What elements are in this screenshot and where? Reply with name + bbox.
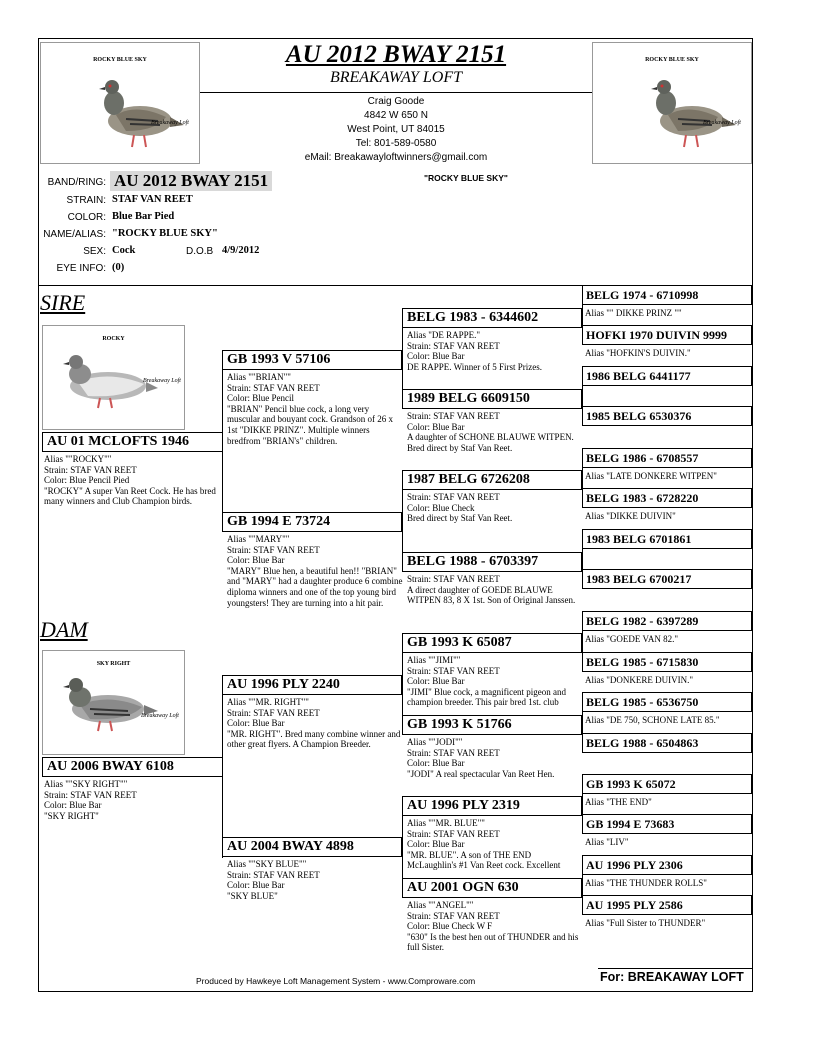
gen4-band: AU 1996 PLY 2306 bbox=[586, 858, 683, 872]
gen4-band: 1986 BELG 6441177 bbox=[586, 369, 691, 383]
pigeon-icon bbox=[648, 75, 738, 155]
name-value: "ROCKY BLUE SKY" bbox=[112, 228, 218, 239]
footer-for: For: BREAKAWAY LOFT bbox=[600, 970, 744, 984]
gen2-sd-info bbox=[227, 534, 403, 608]
sire-color: Color: Blue Pencil Pied bbox=[44, 475, 130, 486]
color: Color: Blue Bar bbox=[407, 758, 465, 769]
notes: "JIMI" Blue cock, a magnificent pigeon and champion breeder. This pair bred 1st. club bbox=[407, 686, 567, 708]
gen2-dd-band: AU 2004 BWAY 4898 bbox=[227, 839, 354, 854]
gen4-alias: Alias "LATE DONKERE WITPEN" bbox=[585, 471, 717, 481]
notes: Bred direct by Staf Van Reet. bbox=[407, 513, 513, 524]
gen4-box-6 bbox=[582, 488, 752, 508]
eye-label: EYE INFO: bbox=[56, 263, 106, 274]
footer-rule bbox=[598, 968, 752, 969]
owner-email: eMail: Breakawayloftwinners@gmail.com bbox=[304, 152, 488, 163]
strain: Strain: STAF VAN REET bbox=[407, 747, 500, 758]
gen4-box-4 bbox=[582, 406, 752, 426]
gen4-box-8 bbox=[582, 569, 752, 589]
sire-strain: Strain: STAF VAN REET bbox=[44, 464, 137, 475]
gen3-band: AU 2001 OGN 630 bbox=[407, 880, 519, 895]
color: Color: Blue Pencil bbox=[227, 393, 294, 404]
gen4-band: 1985 BELG 6530376 bbox=[586, 409, 692, 423]
notes: A daughter of SCHONE BLAUWE WITPEN. Bred direct by Staf Van Reet. bbox=[407, 432, 574, 453]
header-band: AU 2012 BWAY 2151 bbox=[285, 41, 507, 68]
connector bbox=[222, 694, 223, 858]
gen3-box-5 bbox=[402, 633, 582, 653]
gen4-band: BELG 1982 - 6397289 bbox=[586, 614, 699, 628]
header-photo-right bbox=[592, 42, 752, 164]
gen4-box-9 bbox=[582, 611, 752, 631]
gen2-ds-info bbox=[227, 697, 402, 750]
strain: Strain: STAF VAN REET bbox=[407, 574, 500, 584]
gen4-box-14 bbox=[582, 814, 752, 834]
strain-value: STAF VAN REET bbox=[112, 194, 193, 205]
dam-notes: "SKY RIGHT" bbox=[44, 810, 99, 821]
strain: Strain: STAF VAN REET bbox=[227, 382, 320, 393]
notes: "MR. BLUE". A son of THE END McLaughlin's #1 Van Reet cock. Excellent bbox=[407, 849, 561, 871]
dob-value: 4/9/2012 bbox=[222, 245, 260, 256]
notes: "MR. RIGHT". Bred many combine winner and other great flyers. A Champion Breeder. bbox=[227, 728, 401, 750]
alias: Alias ""MR. RIGHT"" bbox=[227, 697, 309, 707]
gen4-alias: Alias "" DIKKE PRINZ "" bbox=[585, 308, 682, 318]
gen4-band: BELG 1986 - 6708557 bbox=[586, 451, 699, 465]
sire-photo bbox=[42, 325, 185, 430]
gen3-box-2 bbox=[402, 389, 582, 409]
gen3-info-6 bbox=[407, 737, 582, 779]
dob-label: D.O.B bbox=[186, 246, 214, 257]
owner-address2: West Point, UT 84015 bbox=[347, 124, 445, 135]
color: Color: Blue Bar bbox=[227, 880, 285, 891]
header-loft: BREAKAWAY LOFT bbox=[329, 69, 463, 86]
alias: Alias ""SKY BLUE"" bbox=[227, 859, 307, 869]
owner-name: Craig Goode bbox=[367, 96, 425, 107]
dam-strain: Strain: STAF VAN REET bbox=[44, 789, 137, 800]
gen4-box-7 bbox=[582, 529, 752, 549]
photo-caption: Breakaway Loft bbox=[703, 120, 741, 126]
gen3-info-2 bbox=[407, 411, 582, 453]
gen4-alias: Alias "HOFKIN'S DUIVIN." bbox=[585, 348, 691, 358]
strain: Strain: STAF VAN REET bbox=[407, 340, 500, 351]
band-label: BAND/RING: bbox=[47, 177, 106, 188]
color: Color: Blue Bar bbox=[407, 676, 465, 687]
eye-value: (0) bbox=[112, 262, 125, 273]
gen3-info-8 bbox=[407, 900, 582, 953]
gen2-ss-box bbox=[222, 350, 402, 370]
alias: Alias ""BRIAN"" bbox=[227, 372, 291, 382]
gen2-ds-band: AU 1996 PLY 2240 bbox=[227, 677, 340, 692]
strain: Strain: STAF VAN REET bbox=[227, 707, 320, 718]
name-label: NAME/ALIAS: bbox=[43, 229, 106, 240]
notes: "BRIAN" Pencil blue cock, a long very muscular and bouyant cock. Grandson of 26 x 1st "DIKKE PRINZ". Multiple winners bredfrom "BRIAN's" children. bbox=[227, 403, 393, 446]
sire-notes: "ROCKY" A super Van Reet Cock. He has bred many winners and Club Champion birds. bbox=[44, 485, 216, 507]
photo-caption: Breakaway Loft bbox=[141, 713, 179, 719]
gen2-ss-info bbox=[227, 372, 402, 446]
dam-info bbox=[44, 779, 224, 821]
strain: Strain: STAF VAN REET bbox=[407, 665, 500, 676]
gen3-band: BELG 1988 - 6703397 bbox=[407, 554, 539, 569]
photo-title: ROCKY bbox=[102, 336, 125, 342]
gen4-box-2 bbox=[582, 325, 752, 345]
gen4-band: BELG 1988 - 6504863 bbox=[586, 736, 699, 750]
photo-caption: Breakaway Loft bbox=[151, 120, 189, 126]
notes: DE RAPPE. Winner of 5 First Prizes. bbox=[407, 361, 542, 372]
photo-caption: Breakaway Loft bbox=[143, 378, 181, 384]
header-rule bbox=[200, 92, 592, 93]
color: Color: Blue Check W F bbox=[407, 921, 493, 932]
gen4-alias: Alias "DONKERE DUIVIN." bbox=[585, 675, 694, 685]
color: Color: Blue Bar bbox=[407, 421, 465, 432]
sire-band: AU 01 MCLOFTS 1946 bbox=[47, 434, 189, 449]
sire-heading: SIRE bbox=[40, 290, 86, 315]
sire-info bbox=[44, 454, 224, 507]
gen4-band: AU 1995 PLY 2586 bbox=[586, 898, 683, 912]
gen4-alias: Alias "Full Sister to THUNDER" bbox=[585, 918, 706, 928]
alias: Alias ""JIMI"" bbox=[407, 655, 461, 665]
pigeon-icon bbox=[58, 669, 158, 739]
alias: Alias ""MARY"" bbox=[227, 534, 290, 544]
color: Color: Blue Bar bbox=[227, 555, 285, 566]
gen4-box-5 bbox=[582, 448, 752, 468]
dam-color: Color: Blue Bar bbox=[44, 800, 102, 811]
color-label: COLOR: bbox=[67, 212, 106, 223]
gen4-band: 1983 BELG 6701861 bbox=[586, 532, 692, 546]
gen3-info-4 bbox=[407, 574, 582, 606]
gen3-box-4 bbox=[402, 552, 582, 572]
alias: Alias ""ANGEL"" bbox=[407, 900, 474, 910]
photo-title: ROCKY BLUE SKY bbox=[645, 57, 699, 63]
gen3-box-7 bbox=[402, 796, 582, 816]
alias: Alias "DE RAPPE." bbox=[407, 330, 481, 340]
strain: Strain: STAF VAN REET bbox=[407, 828, 500, 839]
sire-alias: Alias ""ROCKY"" bbox=[44, 454, 112, 464]
gen2-ss-band: GB 1993 V 57106 bbox=[227, 352, 331, 367]
gen3-info-3 bbox=[407, 492, 582, 524]
gen4-band: GB 1993 K 65072 bbox=[586, 777, 676, 791]
dam-alias: Alias ""SKY RIGHT"" bbox=[44, 779, 128, 789]
color: Color: Blue Bar bbox=[227, 718, 285, 729]
dam-heading: DAM bbox=[40, 617, 88, 642]
gen4-band: BELG 1985 - 6715830 bbox=[586, 655, 699, 669]
gen4-band: BELG 1974 - 6710998 bbox=[586, 288, 699, 302]
gen4-alias: Alias "GOEDE VAN 82." bbox=[585, 634, 679, 644]
gen3-info-5 bbox=[407, 655, 583, 708]
connector bbox=[222, 370, 223, 532]
gen2-ds-box bbox=[222, 675, 402, 695]
gen2-sd-box bbox=[222, 512, 402, 532]
gen4-band: HOFKI 1970 DUIVIN 9999 bbox=[586, 328, 728, 342]
gen3-box-3 bbox=[402, 470, 582, 490]
gen3-band: 1987 BELG 6726208 bbox=[407, 472, 530, 487]
color: Color: Blue Bar bbox=[407, 351, 465, 362]
gen3-box-8 bbox=[402, 878, 582, 898]
gen4-alias: Alias "THE END" bbox=[585, 797, 652, 807]
strain: Strain: STAF VAN REET bbox=[407, 411, 500, 421]
alias: Alias ""MR. BLUE"" bbox=[407, 818, 485, 828]
gen4-box-10 bbox=[582, 652, 752, 672]
color: Color: Blue Bar bbox=[407, 839, 465, 850]
strain: Strain: STAF VAN REET bbox=[407, 910, 500, 921]
sex-value: Cock bbox=[112, 245, 136, 256]
gen3-info-7 bbox=[407, 818, 583, 871]
band-value: AU 2012 BWAY 2151 bbox=[110, 171, 272, 191]
gen4-band: BELG 1985 - 6536750 bbox=[586, 695, 699, 709]
pigeon-icon bbox=[96, 75, 186, 155]
sire-band-box bbox=[42, 432, 223, 452]
gen4-alias: Alias "DE 750, SCHONE LATE 85." bbox=[585, 715, 720, 725]
gen4-alias: Alias "THE THUNDER ROLLS" bbox=[585, 878, 707, 888]
alias: Alias ""JODI"" bbox=[407, 737, 463, 747]
strain: Strain: STAF VAN REET bbox=[227, 869, 320, 880]
owner-address1: 4842 W 650 N bbox=[364, 110, 428, 121]
gen3-band: GB 1993 K 65087 bbox=[407, 635, 512, 650]
gen3-box-1 bbox=[402, 308, 582, 328]
gen4-box-12 bbox=[582, 733, 752, 753]
strain: Strain: STAF VAN REET bbox=[227, 544, 320, 555]
section-rule bbox=[38, 285, 583, 286]
dam-photo bbox=[42, 650, 185, 755]
color-value: Blue Bar Pied bbox=[112, 211, 175, 222]
color: Color: Blue Check bbox=[407, 502, 475, 513]
dam-band-box bbox=[42, 757, 223, 777]
notes: A direct daughter of GOEDE BLAUWE WITPEN 83, 8 X 1st. Son of Original Janssen. bbox=[407, 584, 576, 606]
notes: "MARY" Blue hen, a beautiful hen!! "BRIAN" and "MARY" had a daughter produce 6 combine diploma winners and one of the top young bird youngsters! They are turning into a hit pair. bbox=[227, 565, 403, 608]
footer-produced: Produced by Hawkeye Loft Management System - www.Comproware.com bbox=[196, 976, 476, 986]
gen2-dd-info bbox=[227, 859, 402, 901]
gen4-band: GB 1994 E 73683 bbox=[586, 817, 675, 831]
gen4-box-3 bbox=[582, 366, 752, 386]
owner-phone: Tel: 801-589-0580 bbox=[355, 138, 437, 149]
gen3-band: BELG 1983 - 6344602 bbox=[407, 310, 539, 325]
gen3-box-6 bbox=[402, 715, 582, 735]
strain: Strain: STAF VAN REET bbox=[407, 492, 500, 502]
gen2-dd-box bbox=[222, 837, 402, 857]
dam-band: AU 2006 BWAY 6108 bbox=[47, 759, 174, 774]
nickname: "ROCKY BLUE SKY" bbox=[424, 173, 508, 183]
strain-label: STRAIN: bbox=[66, 195, 106, 206]
gen4-box-15 bbox=[582, 855, 752, 875]
header-photo-left bbox=[40, 42, 200, 164]
gen4-band: BELG 1983 - 6728220 bbox=[586, 491, 699, 505]
notes: "JODI" A real spectacular Van Reet Hen. bbox=[407, 768, 555, 779]
notes: "SKY BLUE" bbox=[227, 890, 278, 901]
gen3-info-1 bbox=[407, 330, 582, 372]
gen4-alias: Alias "LIV" bbox=[585, 837, 629, 847]
gen4-box-11 bbox=[582, 692, 752, 712]
photo-title: SKY RIGHT bbox=[96, 661, 131, 667]
gen4-box-16 bbox=[582, 895, 752, 915]
gen3-band: AU 1996 PLY 2319 bbox=[407, 798, 520, 813]
gen2-sd-band: GB 1994 E 73724 bbox=[227, 514, 331, 529]
gen3-band: GB 1993 K 51766 bbox=[407, 717, 512, 732]
gen3-band: 1989 BELG 6609150 bbox=[407, 391, 530, 406]
gen4-box-13 bbox=[582, 774, 752, 794]
gen4-band: 1983 BELG 6700217 bbox=[586, 572, 692, 586]
gen4-box-1 bbox=[582, 285, 752, 305]
photo-title: ROCKY BLUE SKY bbox=[93, 57, 147, 63]
gen4-alias: Alias "DIKKE DUIVIN" bbox=[585, 511, 676, 521]
notes: "630" Is the best hen out of THUNDER and his full Sister. bbox=[407, 931, 579, 953]
sex-label: SEX: bbox=[83, 246, 106, 257]
